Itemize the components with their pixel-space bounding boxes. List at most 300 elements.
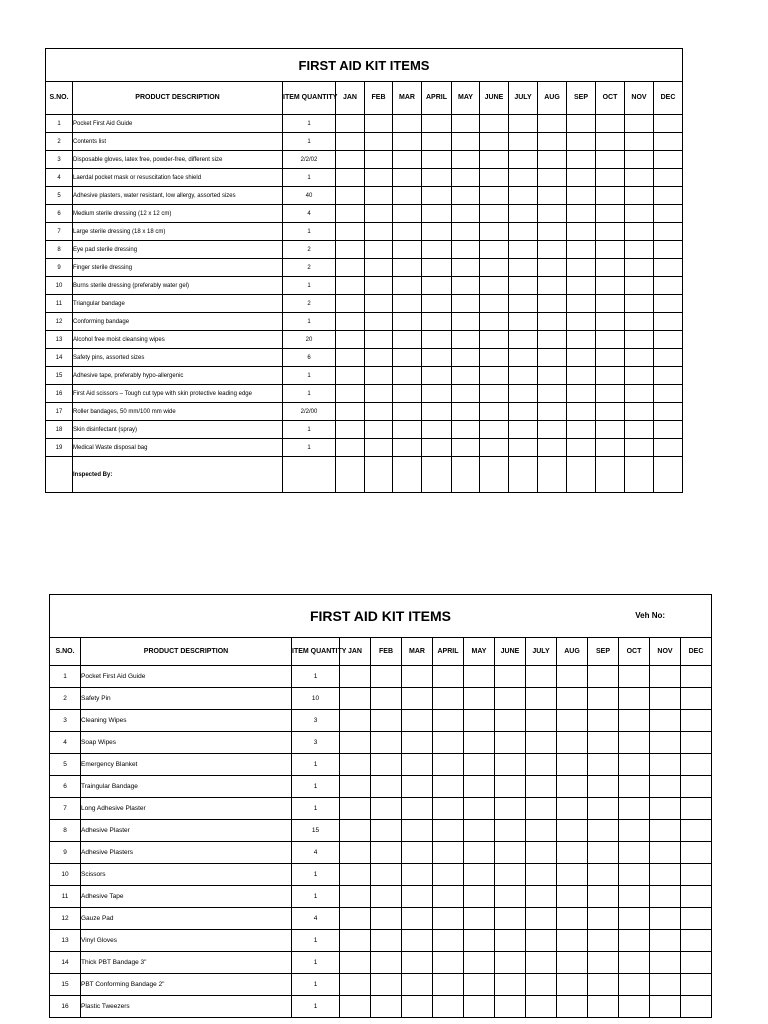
month-check-cell[interactable] <box>393 169 422 187</box>
month-check-cell[interactable] <box>393 115 422 133</box>
month-check-cell[interactable] <box>557 886 588 908</box>
month-check-cell[interactable] <box>495 820 526 842</box>
month-check-cell[interactable] <box>365 331 393 349</box>
month-check-cell[interactable] <box>340 820 371 842</box>
month-check-cell[interactable] <box>650 732 681 754</box>
month-check-cell[interactable] <box>509 385 538 403</box>
month-check-cell[interactable] <box>433 710 464 732</box>
month-check-cell[interactable] <box>393 385 422 403</box>
month-check-cell[interactable] <box>464 688 495 710</box>
month-check-cell[interactable] <box>567 421 596 439</box>
month-check-cell[interactable] <box>402 820 433 842</box>
month-check-cell[interactable] <box>509 187 538 205</box>
month-check-cell[interactable] <box>365 133 393 151</box>
month-check-cell[interactable] <box>538 259 567 277</box>
month-check-cell[interactable] <box>393 277 422 295</box>
month-check-cell[interactable] <box>538 367 567 385</box>
month-check-cell[interactable] <box>619 952 650 974</box>
month-check-cell[interactable] <box>371 754 402 776</box>
month-check-cell[interactable] <box>567 169 596 187</box>
month-check-cell[interactable] <box>336 421 365 439</box>
month-check-cell[interactable] <box>464 996 495 1018</box>
month-check-cell[interactable] <box>567 295 596 313</box>
month-check-cell[interactable] <box>340 754 371 776</box>
month-check-cell[interactable] <box>588 886 619 908</box>
month-check-cell[interactable] <box>452 151 480 169</box>
month-check-cell[interactable] <box>650 908 681 930</box>
month-check-cell[interactable] <box>340 732 371 754</box>
month-check-cell[interactable] <box>371 688 402 710</box>
month-check-cell[interactable] <box>567 331 596 349</box>
month-inspection-cell[interactable] <box>654 457 683 493</box>
month-check-cell[interactable] <box>336 205 365 223</box>
month-check-cell[interactable] <box>365 187 393 205</box>
month-check-cell[interactable] <box>422 439 452 457</box>
month-check-cell[interactable] <box>480 295 509 313</box>
month-check-cell[interactable] <box>509 421 538 439</box>
month-check-cell[interactable] <box>654 421 683 439</box>
month-check-cell[interactable] <box>650 996 681 1018</box>
month-check-cell[interactable] <box>422 277 452 295</box>
month-check-cell[interactable] <box>509 115 538 133</box>
month-check-cell[interactable] <box>619 974 650 996</box>
month-check-cell[interactable] <box>588 820 619 842</box>
month-check-cell[interactable] <box>650 688 681 710</box>
month-check-cell[interactable] <box>619 886 650 908</box>
month-check-cell[interactable] <box>433 864 464 886</box>
month-check-cell[interactable] <box>526 710 557 732</box>
month-check-cell[interactable] <box>340 886 371 908</box>
month-check-cell[interactable] <box>422 259 452 277</box>
month-check-cell[interactable] <box>480 205 509 223</box>
month-check-cell[interactable] <box>365 151 393 169</box>
month-check-cell[interactable] <box>538 313 567 331</box>
month-check-cell[interactable] <box>654 403 683 421</box>
month-check-cell[interactable] <box>433 732 464 754</box>
month-inspection-cell[interactable] <box>596 457 625 493</box>
month-check-cell[interactable] <box>654 295 683 313</box>
month-check-cell[interactable] <box>452 169 480 187</box>
month-check-cell[interactable] <box>495 842 526 864</box>
month-check-cell[interactable] <box>422 187 452 205</box>
month-check-cell[interactable] <box>567 439 596 457</box>
month-check-cell[interactable] <box>452 331 480 349</box>
month-check-cell[interactable] <box>538 439 567 457</box>
month-check-cell[interactable] <box>393 313 422 331</box>
month-check-cell[interactable] <box>588 688 619 710</box>
month-check-cell[interactable] <box>526 732 557 754</box>
month-check-cell[interactable] <box>619 798 650 820</box>
month-check-cell[interactable] <box>654 313 683 331</box>
month-check-cell[interactable] <box>402 996 433 1018</box>
month-check-cell[interactable] <box>336 277 365 295</box>
month-check-cell[interactable] <box>433 754 464 776</box>
month-check-cell[interactable] <box>393 367 422 385</box>
month-check-cell[interactable] <box>464 732 495 754</box>
month-check-cell[interactable] <box>422 295 452 313</box>
month-check-cell[interactable] <box>681 820 712 842</box>
month-check-cell[interactable] <box>681 996 712 1018</box>
month-check-cell[interactable] <box>654 133 683 151</box>
month-check-cell[interactable] <box>596 421 625 439</box>
month-check-cell[interactable] <box>509 367 538 385</box>
month-check-cell[interactable] <box>596 205 625 223</box>
month-check-cell[interactable] <box>480 403 509 421</box>
month-check-cell[interactable] <box>422 223 452 241</box>
month-check-cell[interactable] <box>452 133 480 151</box>
month-check-cell[interactable] <box>681 710 712 732</box>
month-check-cell[interactable] <box>567 241 596 259</box>
month-check-cell[interactable] <box>526 974 557 996</box>
month-check-cell[interactable] <box>480 151 509 169</box>
month-check-cell[interactable] <box>336 133 365 151</box>
month-check-cell[interactable] <box>422 169 452 187</box>
month-check-cell[interactable] <box>365 205 393 223</box>
month-check-cell[interactable] <box>371 930 402 952</box>
month-check-cell[interactable] <box>433 666 464 688</box>
month-check-cell[interactable] <box>567 133 596 151</box>
month-check-cell[interactable] <box>596 169 625 187</box>
month-check-cell[interactable] <box>371 710 402 732</box>
month-check-cell[interactable] <box>619 930 650 952</box>
month-check-cell[interactable] <box>526 666 557 688</box>
month-check-cell[interactable] <box>557 996 588 1018</box>
month-check-cell[interactable] <box>452 115 480 133</box>
month-check-cell[interactable] <box>588 732 619 754</box>
month-inspection-cell[interactable] <box>365 457 393 493</box>
month-check-cell[interactable] <box>588 798 619 820</box>
month-check-cell[interactable] <box>654 259 683 277</box>
month-check-cell[interactable] <box>625 367 654 385</box>
month-check-cell[interactable] <box>625 421 654 439</box>
month-check-cell[interactable] <box>365 259 393 277</box>
month-check-cell[interactable] <box>365 349 393 367</box>
month-check-cell[interactable] <box>625 205 654 223</box>
month-check-cell[interactable] <box>480 223 509 241</box>
month-check-cell[interactable] <box>681 732 712 754</box>
month-check-cell[interactable] <box>433 798 464 820</box>
month-check-cell[interactable] <box>402 842 433 864</box>
month-check-cell[interactable] <box>452 439 480 457</box>
month-check-cell[interactable] <box>340 798 371 820</box>
month-check-cell[interactable] <box>495 754 526 776</box>
month-check-cell[interactable] <box>402 732 433 754</box>
month-check-cell[interactable] <box>596 115 625 133</box>
month-check-cell[interactable] <box>402 710 433 732</box>
month-check-cell[interactable] <box>509 403 538 421</box>
month-check-cell[interactable] <box>495 886 526 908</box>
month-check-cell[interactable] <box>625 187 654 205</box>
month-check-cell[interactable] <box>480 241 509 259</box>
month-check-cell[interactable] <box>371 864 402 886</box>
month-check-cell[interactable] <box>340 776 371 798</box>
month-check-cell[interactable] <box>480 385 509 403</box>
month-check-cell[interactable] <box>480 313 509 331</box>
month-check-cell[interactable] <box>681 776 712 798</box>
month-check-cell[interactable] <box>509 313 538 331</box>
month-check-cell[interactable] <box>495 952 526 974</box>
month-check-cell[interactable] <box>340 864 371 886</box>
month-check-cell[interactable] <box>509 349 538 367</box>
month-check-cell[interactable] <box>371 820 402 842</box>
month-check-cell[interactable] <box>596 385 625 403</box>
month-check-cell[interactable] <box>480 367 509 385</box>
month-inspection-cell[interactable] <box>393 457 422 493</box>
month-check-cell[interactable] <box>480 331 509 349</box>
month-check-cell[interactable] <box>371 666 402 688</box>
month-inspection-cell[interactable] <box>422 457 452 493</box>
month-check-cell[interactable] <box>588 710 619 732</box>
month-check-cell[interactable] <box>422 331 452 349</box>
month-check-cell[interactable] <box>433 908 464 930</box>
month-check-cell[interactable] <box>464 908 495 930</box>
month-check-cell[interactable] <box>464 864 495 886</box>
month-check-cell[interactable] <box>336 187 365 205</box>
month-check-cell[interactable] <box>452 277 480 295</box>
month-check-cell[interactable] <box>681 886 712 908</box>
month-check-cell[interactable] <box>567 205 596 223</box>
month-check-cell[interactable] <box>336 385 365 403</box>
month-check-cell[interactable] <box>336 349 365 367</box>
month-check-cell[interactable] <box>619 908 650 930</box>
month-check-cell[interactable] <box>393 259 422 277</box>
month-check-cell[interactable] <box>625 439 654 457</box>
month-check-cell[interactable] <box>495 974 526 996</box>
month-check-cell[interactable] <box>526 798 557 820</box>
month-check-cell[interactable] <box>433 974 464 996</box>
month-check-cell[interactable] <box>433 930 464 952</box>
month-check-cell[interactable] <box>433 842 464 864</box>
month-check-cell[interactable] <box>625 385 654 403</box>
month-check-cell[interactable] <box>452 367 480 385</box>
month-check-cell[interactable] <box>596 313 625 331</box>
month-check-cell[interactable] <box>526 776 557 798</box>
month-check-cell[interactable] <box>422 151 452 169</box>
month-check-cell[interactable] <box>567 259 596 277</box>
month-check-cell[interactable] <box>588 996 619 1018</box>
month-check-cell[interactable] <box>596 295 625 313</box>
month-check-cell[interactable] <box>509 331 538 349</box>
month-check-cell[interactable] <box>681 952 712 974</box>
month-check-cell[interactable] <box>538 349 567 367</box>
month-inspection-cell[interactable] <box>509 457 538 493</box>
month-check-cell[interactable] <box>538 403 567 421</box>
month-check-cell[interactable] <box>464 952 495 974</box>
month-check-cell[interactable] <box>557 688 588 710</box>
month-check-cell[interactable] <box>336 115 365 133</box>
month-check-cell[interactable] <box>340 930 371 952</box>
month-check-cell[interactable] <box>371 798 402 820</box>
month-check-cell[interactable] <box>557 842 588 864</box>
month-check-cell[interactable] <box>538 421 567 439</box>
month-check-cell[interactable] <box>371 776 402 798</box>
month-check-cell[interactable] <box>402 974 433 996</box>
month-check-cell[interactable] <box>365 421 393 439</box>
month-check-cell[interactable] <box>619 864 650 886</box>
month-check-cell[interactable] <box>422 313 452 331</box>
month-check-cell[interactable] <box>619 688 650 710</box>
month-check-cell[interactable] <box>393 421 422 439</box>
month-check-cell[interactable] <box>422 421 452 439</box>
month-check-cell[interactable] <box>557 732 588 754</box>
month-check-cell[interactable] <box>365 277 393 295</box>
month-check-cell[interactable] <box>393 331 422 349</box>
month-check-cell[interactable] <box>567 187 596 205</box>
month-check-cell[interactable] <box>596 403 625 421</box>
month-check-cell[interactable] <box>538 277 567 295</box>
month-check-cell[interactable] <box>422 349 452 367</box>
month-check-cell[interactable] <box>625 241 654 259</box>
month-check-cell[interactable] <box>596 151 625 169</box>
month-check-cell[interactable] <box>526 820 557 842</box>
month-check-cell[interactable] <box>371 908 402 930</box>
month-check-cell[interactable] <box>625 223 654 241</box>
month-inspection-cell[interactable] <box>567 457 596 493</box>
month-check-cell[interactable] <box>625 403 654 421</box>
month-check-cell[interactable] <box>365 403 393 421</box>
month-check-cell[interactable] <box>619 732 650 754</box>
month-check-cell[interactable] <box>681 864 712 886</box>
month-check-cell[interactable] <box>650 776 681 798</box>
month-check-cell[interactable] <box>371 886 402 908</box>
month-check-cell[interactable] <box>433 776 464 798</box>
month-check-cell[interactable] <box>452 403 480 421</box>
month-check-cell[interactable] <box>495 798 526 820</box>
month-check-cell[interactable] <box>371 952 402 974</box>
month-check-cell[interactable] <box>452 205 480 223</box>
month-check-cell[interactable] <box>340 996 371 1018</box>
month-check-cell[interactable] <box>588 974 619 996</box>
month-check-cell[interactable] <box>480 169 509 187</box>
month-check-cell[interactable] <box>393 295 422 313</box>
month-check-cell[interactable] <box>336 295 365 313</box>
month-check-cell[interactable] <box>340 842 371 864</box>
month-check-cell[interactable] <box>650 864 681 886</box>
month-check-cell[interactable] <box>650 754 681 776</box>
month-check-cell[interactable] <box>480 187 509 205</box>
month-check-cell[interactable] <box>464 974 495 996</box>
month-check-cell[interactable] <box>464 842 495 864</box>
month-check-cell[interactable] <box>495 776 526 798</box>
month-check-cell[interactable] <box>336 313 365 331</box>
month-check-cell[interactable] <box>588 864 619 886</box>
month-check-cell[interactable] <box>654 349 683 367</box>
month-check-cell[interactable] <box>340 974 371 996</box>
month-check-cell[interactable] <box>619 842 650 864</box>
month-check-cell[interactable] <box>588 776 619 798</box>
month-check-cell[interactable] <box>336 241 365 259</box>
month-check-cell[interactable] <box>393 241 422 259</box>
month-check-cell[interactable] <box>567 385 596 403</box>
month-check-cell[interactable] <box>538 115 567 133</box>
month-check-cell[interactable] <box>526 688 557 710</box>
month-check-cell[interactable] <box>619 776 650 798</box>
month-check-cell[interactable] <box>365 223 393 241</box>
month-check-cell[interactable] <box>650 820 681 842</box>
month-check-cell[interactable] <box>464 820 495 842</box>
month-check-cell[interactable] <box>393 439 422 457</box>
month-check-cell[interactable] <box>681 754 712 776</box>
month-check-cell[interactable] <box>393 403 422 421</box>
month-check-cell[interactable] <box>422 385 452 403</box>
month-check-cell[interactable] <box>365 115 393 133</box>
month-check-cell[interactable] <box>596 277 625 295</box>
month-check-cell[interactable] <box>495 930 526 952</box>
month-check-cell[interactable] <box>371 842 402 864</box>
month-check-cell[interactable] <box>433 952 464 974</box>
month-check-cell[interactable] <box>402 908 433 930</box>
month-check-cell[interactable] <box>464 754 495 776</box>
month-check-cell[interactable] <box>393 151 422 169</box>
month-check-cell[interactable] <box>526 952 557 974</box>
month-check-cell[interactable] <box>365 169 393 187</box>
month-check-cell[interactable] <box>538 151 567 169</box>
month-check-cell[interactable] <box>422 133 452 151</box>
month-check-cell[interactable] <box>654 187 683 205</box>
month-check-cell[interactable] <box>625 313 654 331</box>
month-check-cell[interactable] <box>433 688 464 710</box>
month-check-cell[interactable] <box>480 133 509 151</box>
month-check-cell[interactable] <box>654 439 683 457</box>
month-inspection-cell[interactable] <box>336 457 365 493</box>
month-check-cell[interactable] <box>625 295 654 313</box>
month-check-cell[interactable] <box>509 277 538 295</box>
month-check-cell[interactable] <box>619 996 650 1018</box>
month-check-cell[interactable] <box>650 666 681 688</box>
month-check-cell[interactable] <box>393 205 422 223</box>
month-check-cell[interactable] <box>588 842 619 864</box>
month-check-cell[interactable] <box>567 349 596 367</box>
month-check-cell[interactable] <box>650 842 681 864</box>
month-check-cell[interactable] <box>567 313 596 331</box>
month-check-cell[interactable] <box>625 259 654 277</box>
month-check-cell[interactable] <box>619 754 650 776</box>
month-check-cell[interactable] <box>526 996 557 1018</box>
month-check-cell[interactable] <box>654 277 683 295</box>
month-check-cell[interactable] <box>452 187 480 205</box>
month-inspection-cell[interactable] <box>538 457 567 493</box>
month-check-cell[interactable] <box>567 277 596 295</box>
month-check-cell[interactable] <box>433 886 464 908</box>
month-check-cell[interactable] <box>336 403 365 421</box>
month-check-cell[interactable] <box>588 908 619 930</box>
month-check-cell[interactable] <box>526 886 557 908</box>
month-check-cell[interactable] <box>619 710 650 732</box>
month-check-cell[interactable] <box>588 952 619 974</box>
month-check-cell[interactable] <box>422 367 452 385</box>
month-check-cell[interactable] <box>596 259 625 277</box>
month-check-cell[interactable] <box>509 259 538 277</box>
month-check-cell[interactable] <box>480 115 509 133</box>
month-check-cell[interactable] <box>625 169 654 187</box>
month-inspection-cell[interactable] <box>480 457 509 493</box>
month-check-cell[interactable] <box>495 666 526 688</box>
month-check-cell[interactable] <box>588 754 619 776</box>
month-check-cell[interactable] <box>654 331 683 349</box>
month-check-cell[interactable] <box>596 367 625 385</box>
month-check-cell[interactable] <box>588 666 619 688</box>
month-check-cell[interactable] <box>625 151 654 169</box>
month-check-cell[interactable] <box>452 241 480 259</box>
month-check-cell[interactable] <box>625 115 654 133</box>
month-check-cell[interactable] <box>681 908 712 930</box>
month-check-cell[interactable] <box>557 952 588 974</box>
month-check-cell[interactable] <box>336 331 365 349</box>
month-check-cell[interactable] <box>596 223 625 241</box>
month-check-cell[interactable] <box>393 349 422 367</box>
month-check-cell[interactable] <box>495 732 526 754</box>
month-check-cell[interactable] <box>336 169 365 187</box>
